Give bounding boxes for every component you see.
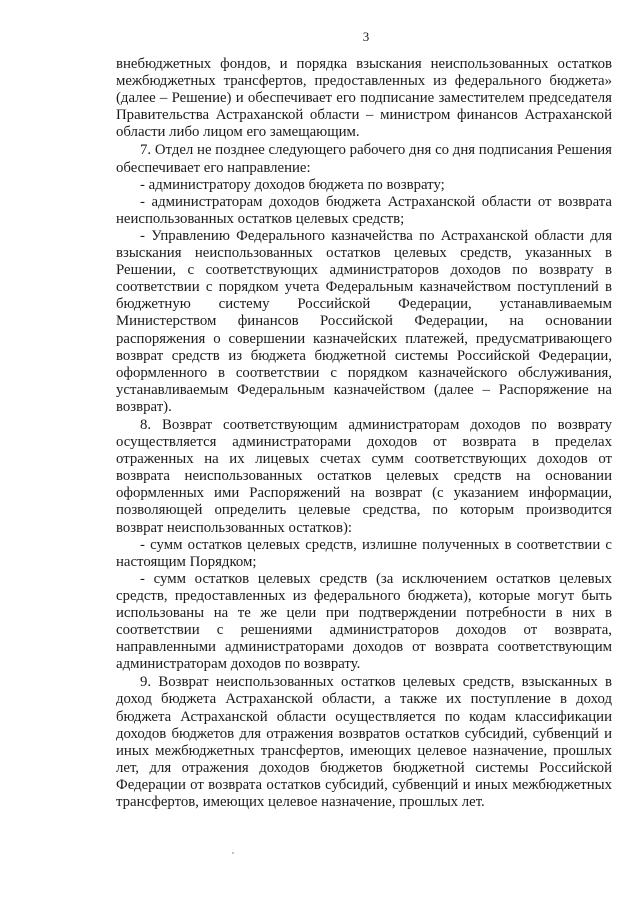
paragraph-8: 8. Возврат соответствующим администраторам доходов по возврату осуществляется администраторами доходов от возврата в пределах отраженных на их лицевых счетах сумм соответствующих доходов от возврата неиспользованных остатков целевых средств на основании оформленных ими Распоряжений на возврат (с указанием информации, позволяющей определить целевые средства, по которым производится возврат неиспользованных остатков): — [116, 416, 612, 536]
paragraph-9: 9. Возврат неиспользованных остатков целевых средств, взысканных в доход бюджета Астраханской области, а также их поступление в доход бюджета Астраханской области осуществляется по кодам классификации доходов бюджетов для отражения возвратов остатков субсидий, субвенций и иных межбюджетных трансфертов, имеющих целевое назначение, прошлых лет, для отражения доходов бюджетов бюджетной системы Российской Федерации от возврата остатков субсидий, субвенций и иных межбюджетных трансфертов, имеющих целевое назначение, прошлых лет. — [116, 674, 612, 811]
paragraph-7-item-2: - администраторам доходов бюджета Астраханской области от возврата неиспользованных остатков целевых средств; — [116, 193, 612, 227]
paragraph-7-item-1: - администратору доходов бюджета по возврату; — [140, 176, 445, 193]
page-number: 3 — [362, 29, 370, 44]
paragraph-8-item-2: - сумм остатков целевых средств (за исключением остатков целевых средств, предоставленных из федерального бюджета), которые могут быть использованы на те же цели при подтверждении потребности в них в соответствии с решениями администраторов доходов от возврата, направленными администраторами доходов от возврата соответствующим администраторам доходов по возврату. — [116, 570, 612, 673]
paragraph-7: 7. Отдел не позднее следующего рабочего дня со дня подписания Решения обеспечивает его направление: — [116, 142, 612, 176]
paragraph-7-item-3: - Управлению Федерального казначейства по Астраханской области для взыскания неиспользованных остатков целевых средств, указанных в Решении, с соответствующих администраторов доходов по возврату в соответствии с порядком учета Федеральным казначейством поступлений в бюджетную систему Российской Федерации, устанавливаемым Министерством финансов Российской Федерации, на основании распоряжения о совершении казначейских платежей, предусматривающего возврат средств из бюджета бюджетной системы Российской Федерации, оформленного в соответствии с порядком казначейского обслуживания, устанавливаемым Федеральным казначейством (далее – Распоряжение на возврат). — [116, 227, 612, 415]
paragraph-continuation: внебюджетных фондов, и порядка взыскания неиспользованных остатков межбюджетных трансфертов, предоставленных из федерального бюджета» (далее – Решение) и обеспечивает его подписание заместителем председателя Правительства Астраханской области – министром финансов Астраханской области либо лицом его замещающим. — [116, 56, 612, 141]
paragraph-8-item-1: - сумм остатков целевых средств, излишне полученных в соответствии с настоящим Порядком; — [116, 536, 612, 570]
scan-speck — [232, 852, 234, 854]
document-body — [116, 56, 612, 811]
